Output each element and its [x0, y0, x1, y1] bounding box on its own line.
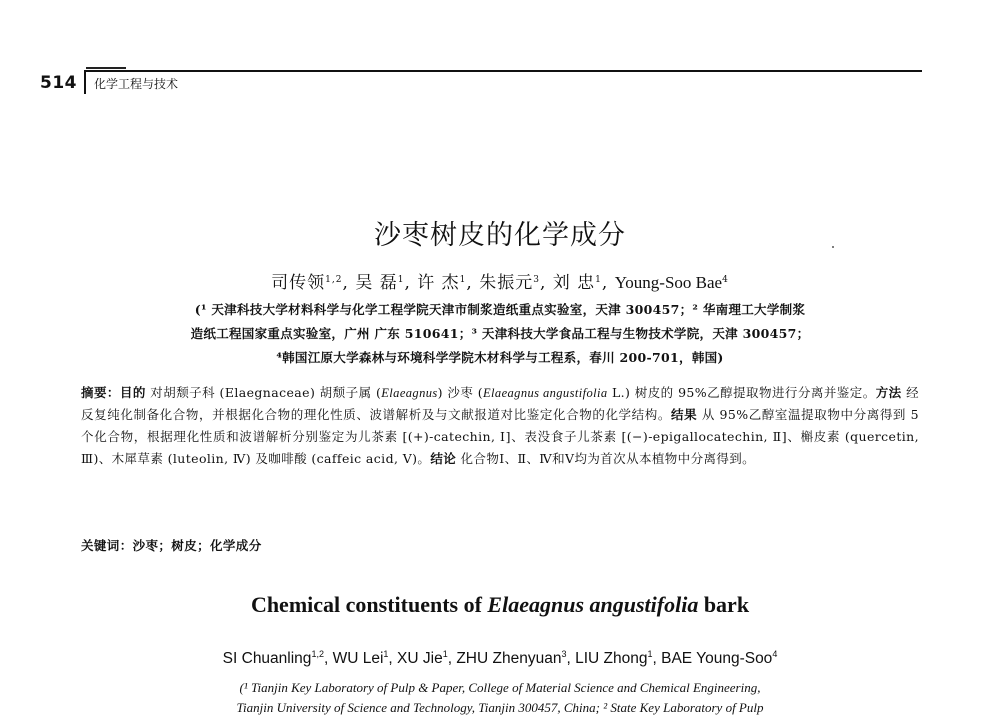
author-name: XU Jie	[397, 650, 443, 667]
author-affil-mark: 1	[383, 649, 389, 659]
chinese-affiliation-line: ⁴韩国江原大学森林与环境科学学院木材科学与工程系，春川 200-701，韩国)	[276, 350, 724, 365]
genus-name: Elaeagnus	[381, 386, 438, 400]
author-name: LIU Zhong	[575, 650, 648, 667]
page-number: 514	[40, 73, 77, 93]
english-title-suffix: bark	[698, 592, 750, 617]
header-divider	[84, 70, 86, 94]
english-title	[0, 592, 1000, 618]
author-name: BAE Young-Soo	[661, 650, 773, 667]
journal-name: 化学工程与技术	[94, 77, 179, 91]
author-affil-mark: 1,2	[325, 275, 343, 285]
author-name: 朱振元	[479, 273, 534, 293]
author-affil-mark: 1,2	[311, 649, 324, 659]
header-rule-accent	[86, 67, 126, 69]
chinese-keywords	[81, 536, 262, 554]
author-name: 司传领	[271, 273, 326, 293]
objective-text: L.) 树皮的 95%乙醇提取物进行分离并鉴定。	[607, 385, 876, 400]
english-affiliation-line: (¹ Tianjin Key Laboratory of Pulp & Paper, College of Material Science and Chemical Engineering,	[239, 680, 761, 695]
objective-text: ) 沙枣 (	[437, 385, 484, 400]
author-name: WU Lei	[332, 650, 384, 667]
english-affiliation-line: Tianjin University of Science and Technology, Tianjin 300457, China; ² State Key Laboratory of Pulp	[236, 700, 764, 715]
english-title-species: Elaeagnus angustifolia	[487, 592, 699, 617]
header-rule	[86, 70, 922, 72]
author-affil-mark: 1	[397, 275, 405, 285]
author-affil-mark: 1	[459, 275, 467, 285]
author-name: 刘 忠	[552, 273, 596, 293]
result-text: 从 95%乙醇室温提取物中分离得到 5 个化合物，根据理化性质和波谱解析分别鉴定为儿茶素 [(+)-catechin, Ⅰ]、表没食子儿茶素 [(−)-epigallocatechin, Ⅱ]、槲皮素 (quercetin, Ⅲ)、木犀草素 (luteolin, Ⅳ) 及咖啡酸 (caffeic acid, Ⅴ)。	[81, 407, 919, 466]
chinese-affiliation-line: 造纸工程国家重点实验室，广州 广东 510641；³ 天津科技大学食品工程与生物技术学院，天津 300457；	[190, 326, 810, 341]
keywords-text: 沙枣；树皮；化学成分	[132, 538, 262, 553]
objective-label: 目的	[119, 385, 146, 400]
method-label: 方法	[875, 385, 902, 400]
author-name: ZHU Zhenyuan	[456, 650, 562, 667]
english-authors: SI Chuanling$^{1,2}$, WU Lei$^1$, XU Jie$^1$, ZHU Zhenyuan$^3$, LIU Zhong$^1$, BAE Young-Soo$^4$	[222, 649, 778, 667]
result-label: 结果	[671, 407, 698, 422]
author-name: 吴 磊	[355, 273, 398, 293]
author-name: SI Chuanling	[222, 650, 312, 667]
author-name: 许 杰	[417, 273, 460, 293]
conclusion-text: 化合物Ⅰ、Ⅱ、Ⅳ和Ⅴ均为首次从本植物中分离得到。	[456, 451, 756, 466]
author-affil-mark: 1	[647, 649, 653, 659]
objective-text: 对胡颓子科 (Elaegnaceae) 胡颓子属 (	[145, 385, 382, 400]
chinese-abstract	[81, 382, 919, 470]
abstract-label: 摘要：	[81, 385, 120, 400]
method-text: 经反复纯化制备化合物，并根据化合物的理化性质、波谱解析及与文献报道对比鉴定化合物的化学结构。	[81, 385, 919, 422]
species-name: Elaeagnus angustifolia	[483, 386, 608, 400]
author-name: Young-Soo Bae	[614, 273, 723, 292]
author-affil-mark: 4	[722, 275, 729, 285]
author-affil-mark: 3	[561, 649, 567, 659]
english-title-prefix: Chemical constituents of	[250, 592, 488, 617]
scan-speck	[832, 246, 834, 248]
conclusion-label: 结论	[430, 451, 457, 466]
chinese-authors: 司传领$^{1,2}$, 吴 磊$^1$, 许 杰$^1$, 朱振元$^3$, 刘 忠$^1$, Young-Soo Bae$^4$	[271, 273, 729, 293]
keywords-label: 关键词：	[81, 538, 133, 553]
author-affil-mark: 1	[595, 275, 602, 285]
author-affil-mark: 1	[442, 649, 448, 659]
author-affil-mark: 3	[533, 275, 540, 285]
chinese-affiliation-line: (¹ 天津科技大学材料科学与化学工程学院天津市制浆造纸重点实验室，天津 300457；² 华南理工大学制浆	[194, 302, 806, 317]
author-affil-mark: 4	[772, 649, 778, 659]
chinese-title: 沙枣树皮的化学成分	[374, 220, 626, 251]
